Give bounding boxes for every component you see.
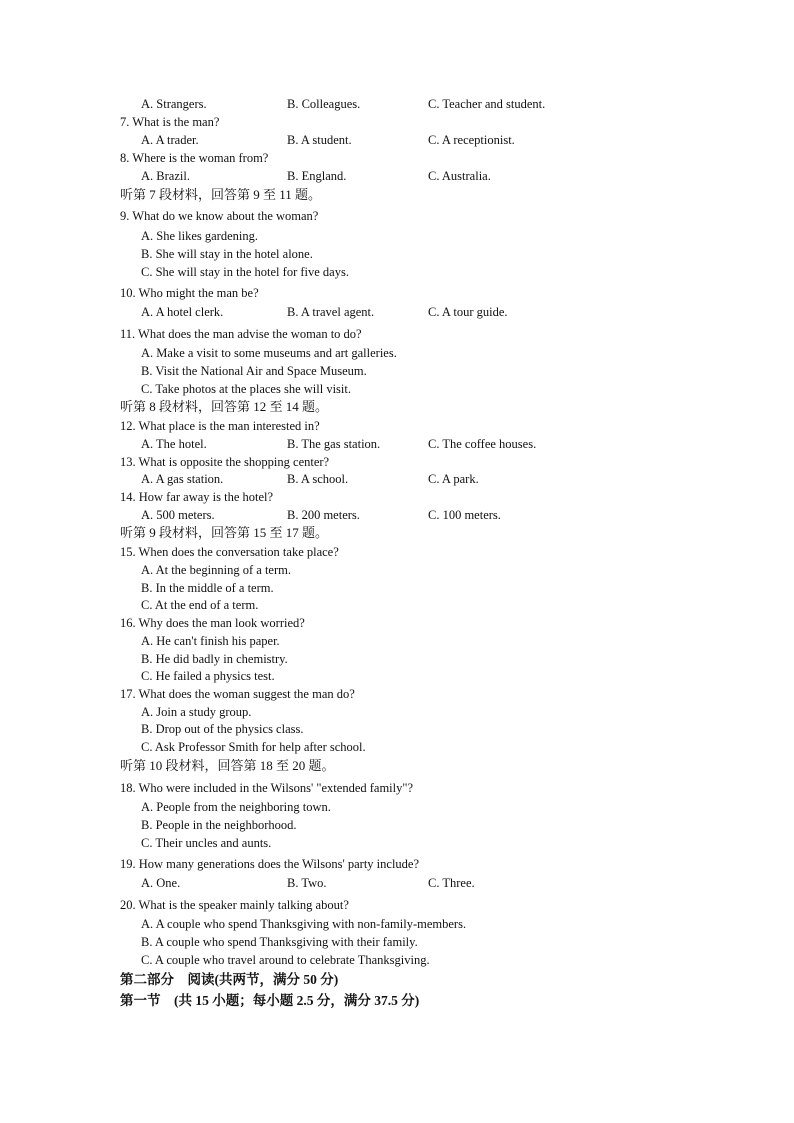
option-c: C. Three. [428, 876, 475, 890]
answer-option: A. People from the neighboring town. [141, 800, 331, 814]
section-instruction: 听第 8 段材料，回答第 12 至 14 题。 [120, 399, 329, 414]
question-stem: 8. Where is the woman from? [120, 151, 269, 165]
answer-option: B. People in the neighborhood. [141, 818, 297, 832]
answer-option: B. She will stay in the hotel alone. [141, 247, 313, 261]
answer-option: C. A couple who travel around to celebrate Thanksgiving. [141, 953, 430, 967]
question-stem: 17. What does the woman suggest the man do? [120, 687, 355, 701]
option-a: A. A hotel clerk. [141, 305, 224, 319]
question-stem: 18. Who were included in the Wilsons' "extended family"? [120, 781, 414, 795]
section-instruction: 听第 10 段材料，回答第 18 至 20 题。 [120, 758, 335, 773]
question-stem: 16. Why does the man look worried? [120, 616, 305, 630]
section-instruction: 听第 7 段材料，回答第 9 至 11 题。 [120, 187, 322, 202]
option-b: B. 200 meters. [287, 508, 360, 522]
answer-option: C. Ask Professor Smith for help after school. [141, 740, 366, 754]
answer-option: B. A couple who spend Thanksgiving with their family. [141, 935, 418, 949]
part-heading: 第二部分 阅读(共两节，满分 50 分) [120, 972, 339, 987]
option-c: C. A tour guide. [428, 305, 508, 319]
answer-option: A. Make a visit to some museums and art galleries. [141, 346, 397, 360]
option-b: B. Two. [287, 876, 327, 890]
answer-option: C. At the end of a term. [141, 598, 259, 612]
question-stem: 11. What does the man advise the woman to do? [120, 327, 362, 341]
option-c: C. Australia. [428, 169, 491, 183]
answer-option: C. He failed a physics test. [141, 669, 275, 683]
option-a: A. A trader. [141, 133, 199, 147]
question-stem: 20. What is the speaker mainly talking about? [120, 898, 349, 912]
question-stem: 9. What do we know about the woman? [120, 209, 319, 223]
answer-option: B. He did badly in chemistry. [141, 652, 288, 666]
question-stem: 19. How many generations does the Wilsons' party include? [120, 857, 420, 871]
option-a: A. One. [141, 876, 181, 890]
answer-option: B. Visit the National Air and Space Museum. [141, 364, 367, 378]
option-a: A. A gas station. [141, 472, 224, 486]
option-a: A. The hotel. [141, 437, 207, 451]
question-stem: 13. What is opposite the shopping center? [120, 455, 330, 469]
option-b: B. A school. [287, 472, 349, 486]
option-c: C. 100 meters. [428, 508, 501, 522]
option-a: A. 500 meters. [141, 508, 215, 522]
option-b: B. The gas station. [287, 437, 381, 451]
question-stem: 7. What is the man? [120, 115, 220, 129]
option-a: A. Brazil. [141, 169, 190, 183]
option-a: A. Strangers. [141, 97, 207, 111]
answer-option: A. Join a study group. [141, 705, 252, 719]
question-stem: 12. What place is the man interested in? [120, 419, 320, 433]
question-stem: 14. How far away is the hotel? [120, 490, 274, 504]
option-c: C. A park. [428, 472, 479, 486]
answer-option: C. Take photos at the places she will visit. [141, 382, 351, 396]
option-c: C. Teacher and student. [428, 97, 546, 111]
option-b: B. A student. [287, 133, 352, 147]
option-b: B. Colleagues. [287, 97, 361, 111]
answer-option: C. Their uncles and aunts. [141, 836, 272, 850]
answer-option: A. A couple who spend Thanksgiving with non-family-members. [141, 917, 467, 931]
answer-option: A. At the beginning of a term. [141, 563, 291, 577]
option-b: B. A travel agent. [287, 305, 375, 319]
option-c: C. The coffee houses. [428, 437, 537, 451]
part-heading: 第一节 (共 15 小题；每小题 2.5 分，满分 37.5 分) [120, 993, 420, 1008]
section-instruction: 听第 9 段材料，回答第 15 至 17 题。 [120, 525, 329, 540]
option-c: C. A receptionist. [428, 133, 515, 147]
answer-option: C. She will stay in the hotel for five days. [141, 265, 349, 279]
question-stem: 10. Who might the man be? [120, 286, 259, 300]
answer-option: A. He can't finish his paper. [141, 634, 280, 648]
answer-option: B. In the middle of a term. [141, 581, 274, 595]
answer-option: B. Drop out of the physics class. [141, 722, 304, 736]
answer-option: A. She likes gardening. [141, 229, 258, 243]
question-stem: 15. When does the conversation take place? [120, 545, 339, 559]
option-b: B. England. [287, 169, 347, 183]
